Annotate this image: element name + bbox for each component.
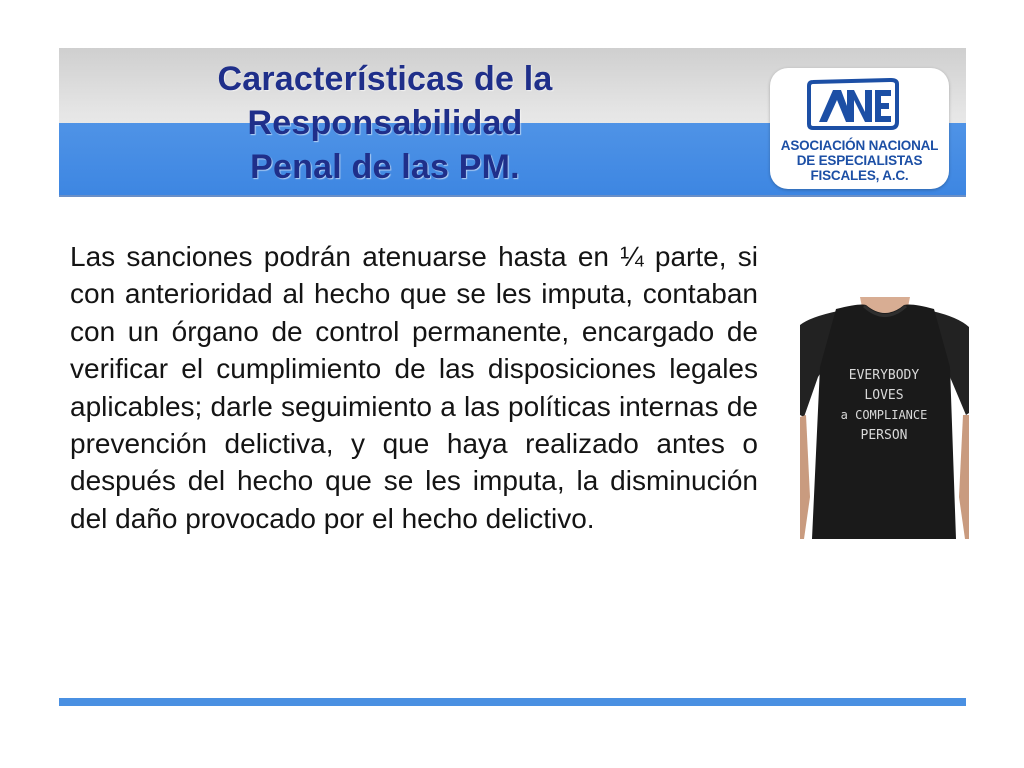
title-line-3: Penal de las PM. bbox=[250, 148, 520, 186]
association-name-line-1: ASOCIACIÓN NACIONAL bbox=[780, 138, 939, 153]
shirt-text-line-3: a COMPLIANCE bbox=[840, 408, 928, 422]
ane-logo-icon bbox=[803, 74, 903, 136]
tshirt-photo bbox=[800, 297, 969, 539]
association-name-line-3: FISCALES, A.C. bbox=[810, 168, 909, 183]
association-name-line-2: DE ESPECIALISTAS bbox=[796, 153, 923, 168]
association-logo bbox=[770, 68, 949, 189]
shirt-text-line-1: EVERYBODY bbox=[848, 368, 920, 383]
header-divider bbox=[59, 195, 966, 197]
association-name bbox=[770, 138, 949, 183]
title-line-1: Características de la bbox=[217, 60, 553, 98]
body-paragraph: Las sanciones podrán atenuarse hasta en ¼ parte, si con anterioridad al hecho que se les imputa, contaban con un órgano de control permanente, encargado de verificar el cumplimiento de las disposiciones legales aplicables; darle seguimiento a las políticas internas de prevención delictiva, y que haya realizado antes o después del hecho que se les imputa, la disminución del daño provocado por el hecho delictivo. bbox=[70, 241, 758, 534]
footer-divider bbox=[59, 698, 966, 706]
title-line-2: Responsabilidad bbox=[247, 104, 523, 142]
slide-title bbox=[130, 57, 640, 189]
shirt-text-line-2: LOVES bbox=[864, 388, 904, 403]
shirt-text-line-4: PERSON bbox=[860, 428, 908, 443]
